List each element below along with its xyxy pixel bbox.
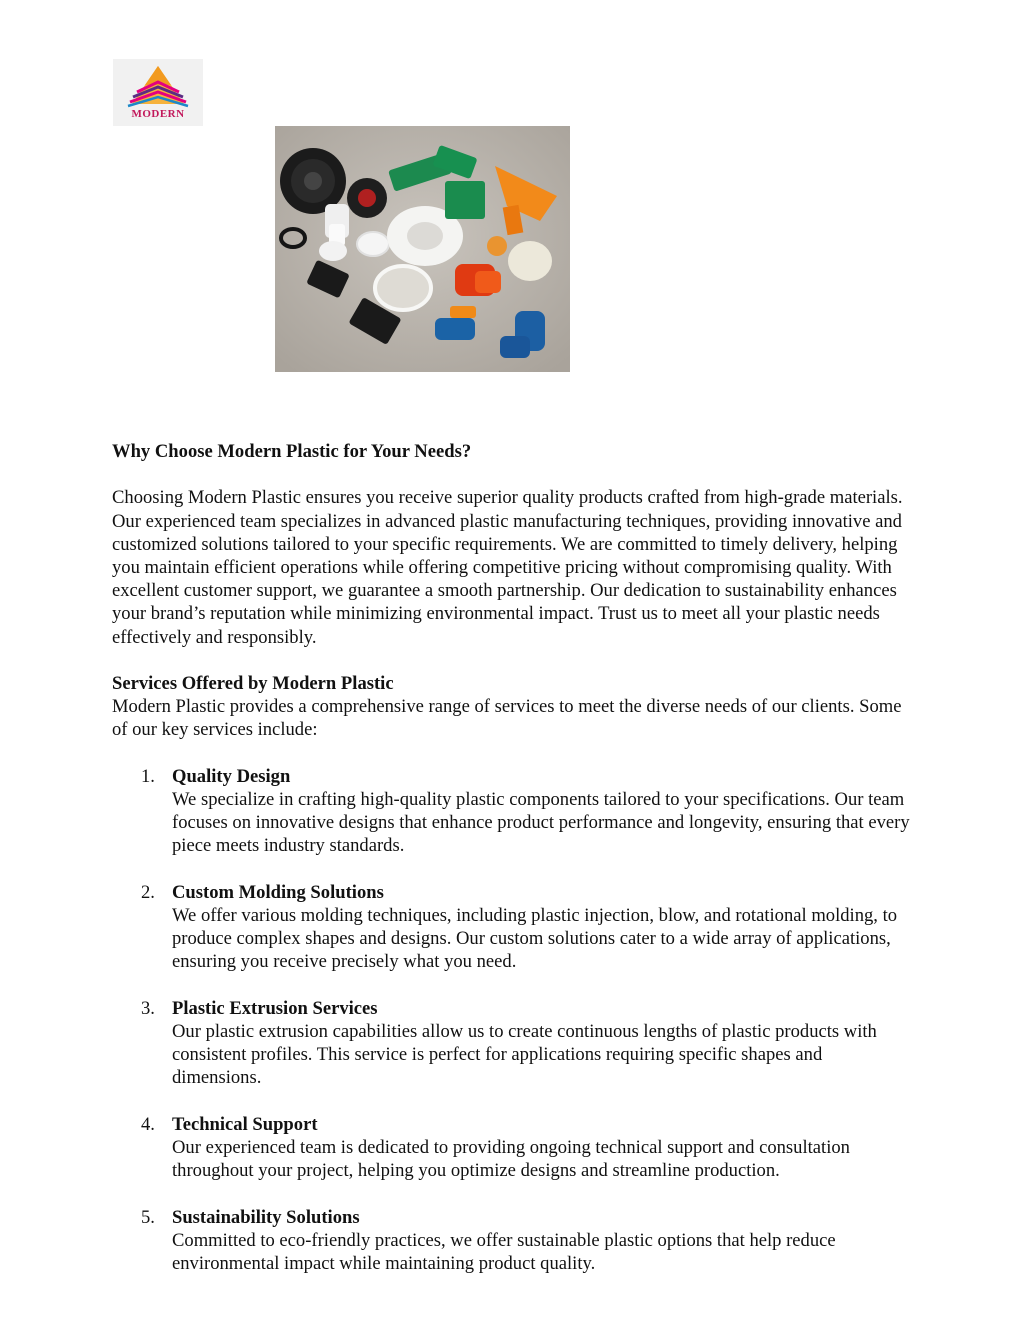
list-number: 2.	[141, 881, 155, 903]
plastic-components-photo-icon	[275, 126, 570, 372]
list-item	[112, 765, 912, 858]
services-list	[112, 765, 912, 1275]
service-title: Plastic Extrusion Services	[172, 997, 378, 1019]
list-item	[112, 997, 912, 1090]
service-title: Quality Design	[172, 765, 291, 787]
list-item	[112, 881, 912, 974]
service-description: Our plastic extrusion capabilities allow us to create continuous lengths of plastic products with consistent profiles. This service is perfect for applications requiring specific shapes and dimensions.	[172, 1021, 877, 1089]
why-paragraph: Choosing Modern Plastic ensures you receive superior quality products crafted from high-grade materials. Our experienced team specializes in advanced plastic manufacturing techniques, providing innovative and customized solutions tailored to your specific requirements. We are committed to timely delivery, helping you maintain efficient operations while offering competitive pricing without compromising quality. With excellent customer support, we guarantee a smooth partnership. Our dedication to sustainability enhances your brand’s reputation while minimizing environmental impact. Trust us to meet all your plastic needs effectively and responsibly.	[112, 487, 903, 648]
list-item	[112, 1113, 912, 1183]
services-heading: Services Offered by Modern Plastic	[112, 673, 394, 694]
list-number: 4.	[141, 1113, 155, 1135]
why-heading: Why Choose Modern Plastic for Your Needs?	[112, 441, 472, 462]
service-title: Technical Support	[172, 1113, 318, 1135]
main-content	[112, 440, 912, 1275]
company-logo	[113, 59, 203, 126]
service-description: Committed to eco-friendly practices, we offer sustainable plastic options that help reduce environmental impact while maintaining product quality.	[172, 1229, 836, 1274]
product-photo	[275, 126, 570, 372]
service-description: Our experienced team is dedicated to providing ongoing technical support and consultation throughout your project, helping you optimize designs and streamline production.	[172, 1137, 850, 1182]
list-number: 5.	[141, 1206, 155, 1228]
services-intro: Modern Plastic provides a comprehensive range of services to meet the diverse needs of our clients. Some of our key services include:	[112, 696, 902, 741]
service-description: We specialize in crafting high-quality plastic components tailored to your specifications. Our team focuses on innovative designs that enhance product performance and longevity, ensuring that every piece meets industry standards.	[172, 789, 910, 857]
list-number: 1.	[141, 765, 155, 787]
service-title: Custom Molding Solutions	[172, 881, 384, 903]
list-item	[112, 1206, 912, 1276]
logo-wordmark: MODERN	[131, 108, 185, 120]
list-number: 3.	[141, 997, 155, 1019]
service-description: We offer various molding techniques, including plastic injection, blow, and rotational molding, to produce complex shapes and designs. Our custom solutions cater to a wide array of applications, ensuring you receive precisely what you need.	[172, 905, 898, 973]
service-title: Sustainability Solutions	[172, 1206, 360, 1228]
